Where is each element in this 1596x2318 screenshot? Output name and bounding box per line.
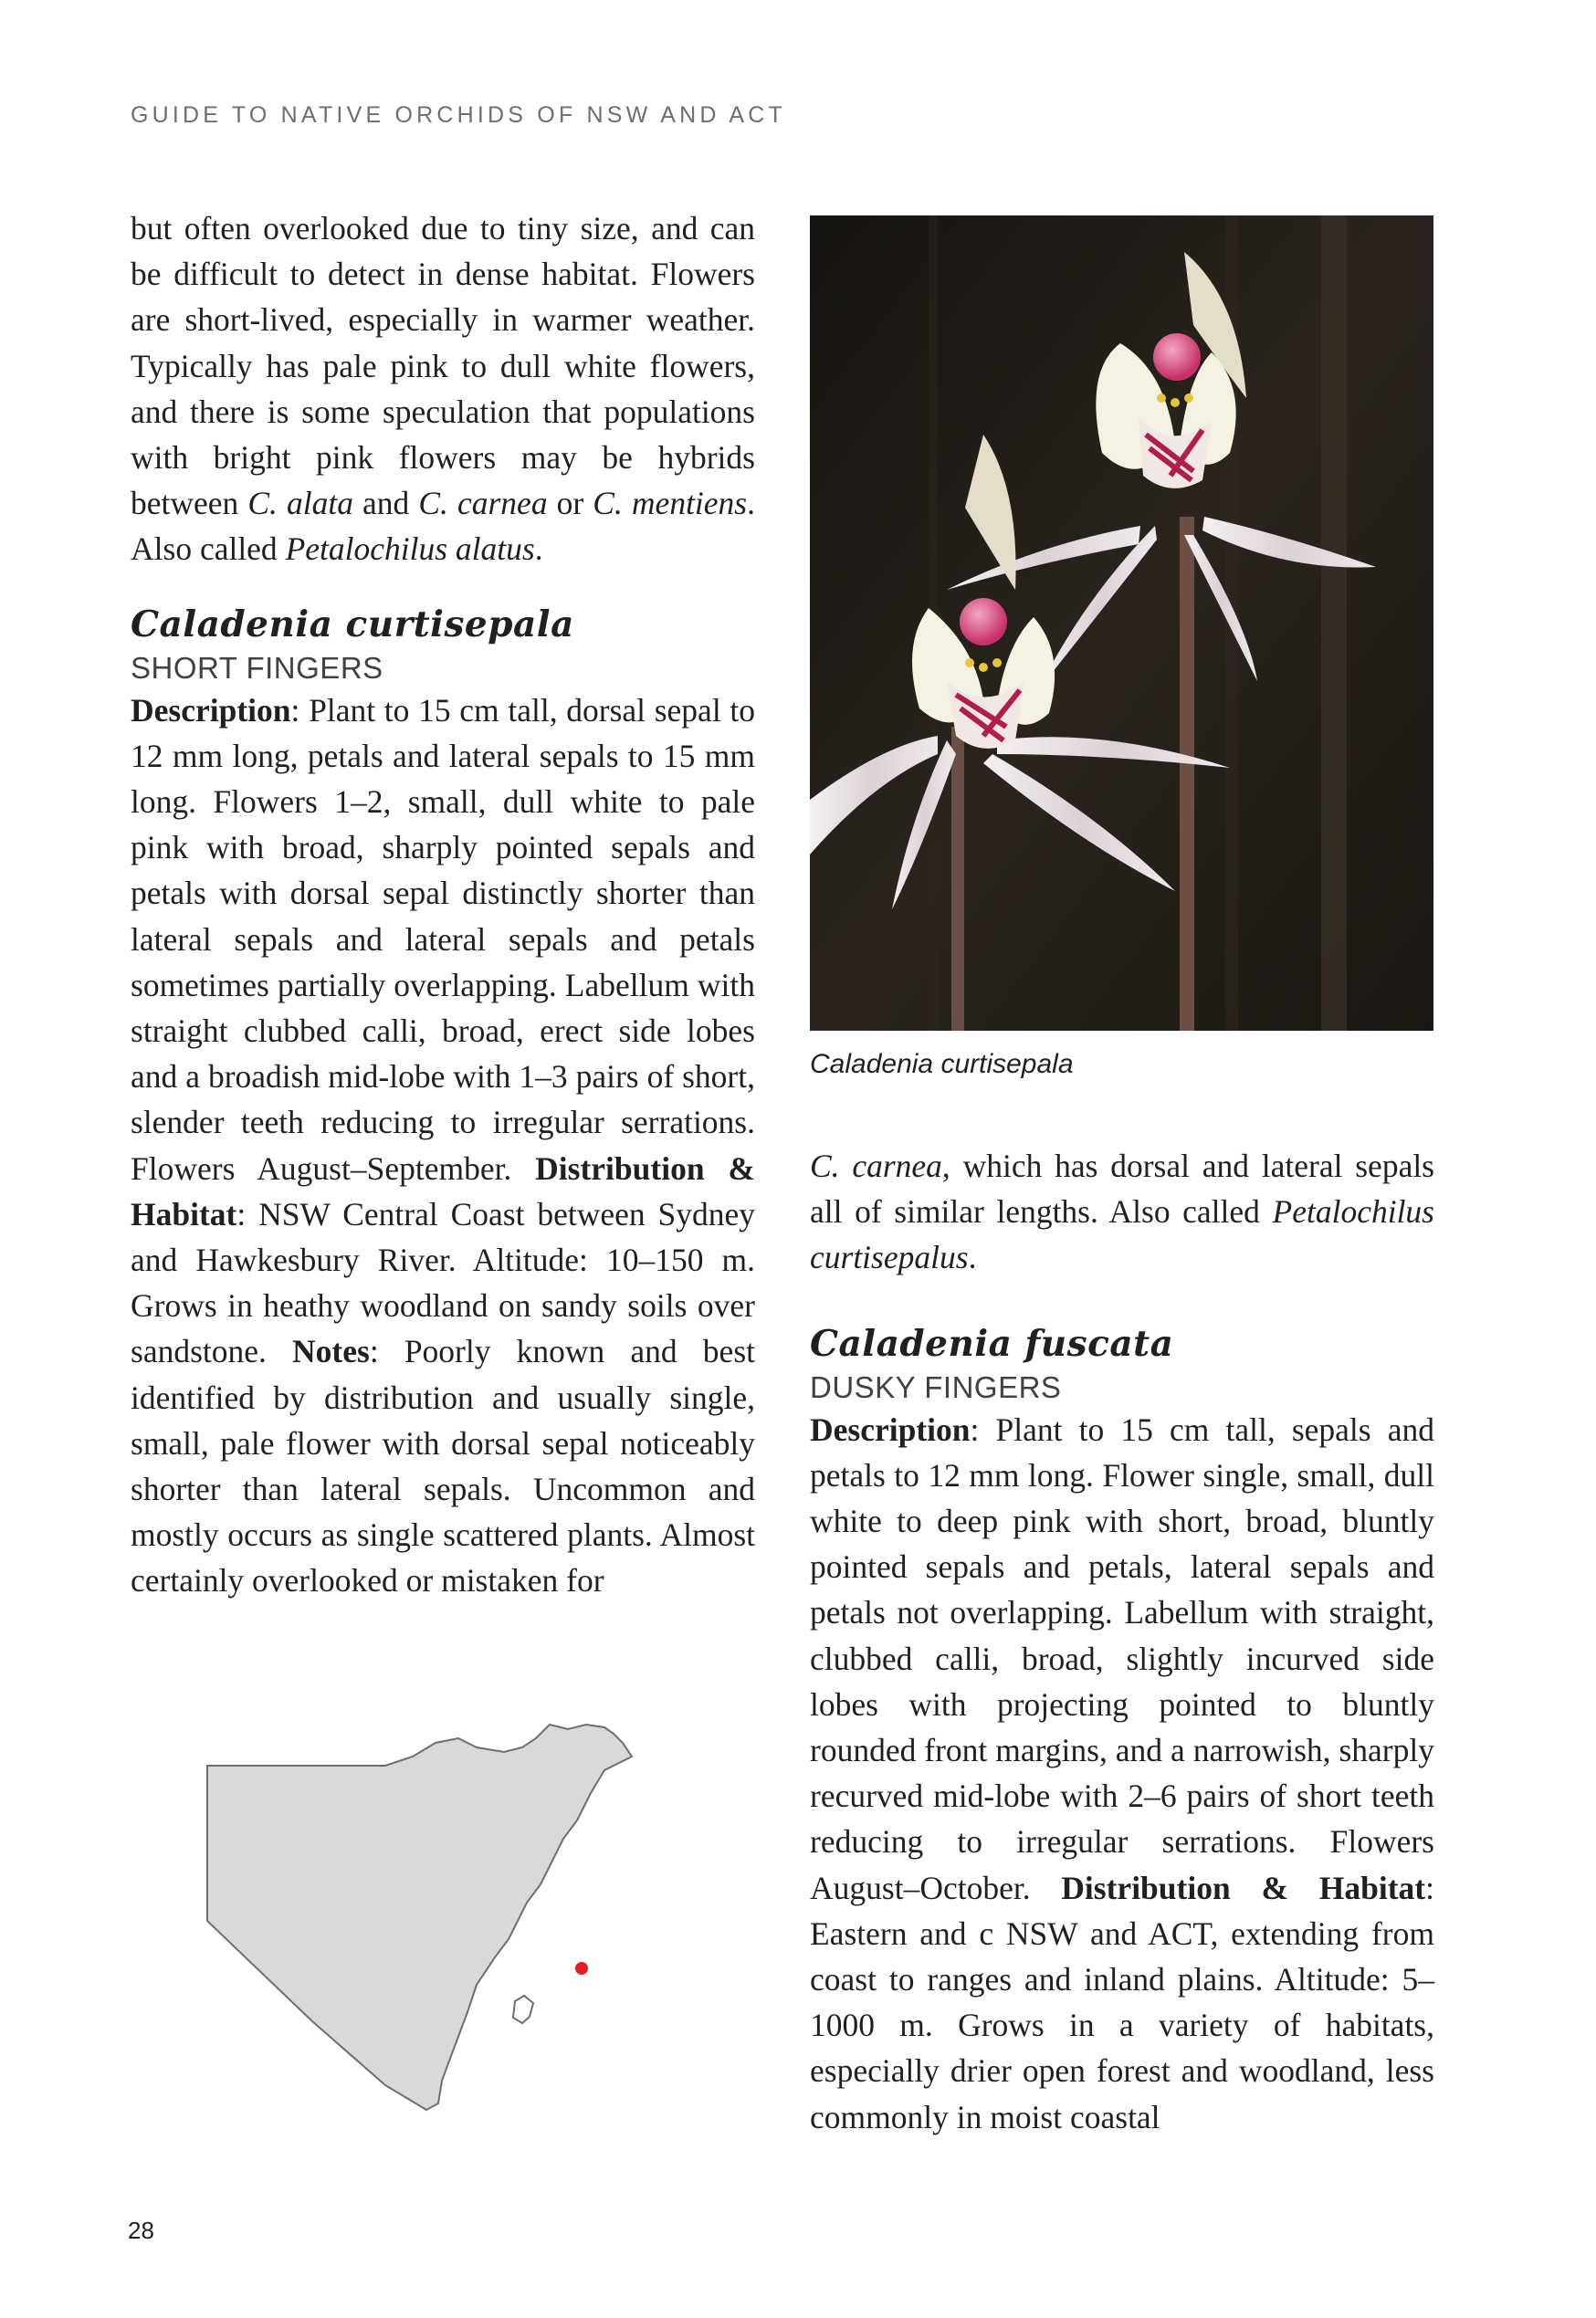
photo-caption: Caladenia curtisepala xyxy=(810,1049,1074,1079)
right-column xyxy=(810,1143,1434,2140)
nsw-outline xyxy=(207,1725,632,2110)
running-head: GUIDE TO NATIVE ORCHIDS OF NSW AND ACT xyxy=(131,102,786,128)
intro-paragraph: but often overlooked due to tiny size, and can be difficult to detect in dense habitat. Flowers are short-lived, especially in warmer weather. Typically has pale pink to dull white flowers, and there is some speculation that populations with bright pink flowers may be hybrids between C. alata and C. carnea or C. mentiens. Also called Petalochilus alatus. xyxy=(131,210,755,568)
distribution-map xyxy=(203,1720,641,2149)
species-title-curtisepala: Caladenia curtisepala xyxy=(131,603,574,645)
orchid-photo xyxy=(810,215,1433,1031)
continued-paragraph: C. carnea, which has dorsal and lateral sepals all of similar lengths. Also called Petalochilus curtisepalus. xyxy=(810,1148,1434,1276)
species-body-fuscata: Description: Plant to 15 cm tall, sepals and petals to 12 mm long. Flower single, small, dull white to deep pink with short, broad, bluntly pointed sepals and petals, lateral sepals and petals not overlapping. Labellum with straight, clubbed calli, broad, slightly incurved side lobes with projecting pointed to bluntly rounded front margins, and a narrowish, sharply recurved mid-lobe with 2–6 pairs of short teeth reducing to irregular serrations. Flowers August–October. Distribution & Habitat: Eastern and c NSW and ACT, extending from coast to ranges and inland plains. Altitude: 5–1000 m. Grows in a variety of habitats, especially drier open forest and woodland, less commonly in moist coastal xyxy=(810,1411,1434,2135)
common-name-fuscata: DUSKY FINGERS xyxy=(810,1369,1062,1404)
act-outline xyxy=(513,1996,533,2023)
page-number: 28 xyxy=(128,2217,154,2244)
common-name-curtisepala: SHORT FINGERS xyxy=(131,650,383,685)
record-dot xyxy=(575,1962,588,1975)
species-body-curtisepala: Description: Plant to 15 cm tall, dorsal sepal to 12 mm long, petals and lateral sepals to 15 mm long. Flowers 1–2, small, dull white to pale pink with broad, sharply pointed sepals and petals with dorsal sepal distinctly shorter than lateral sepals and lateral sepals and petals sometimes partially overlapping. Labellum with straight clubbed calli, broad, erect side lobes and a broadish mid-lobe with 1–3 pairs of short, slender teeth reducing to irregular serrations. Flowers August–September. Distribution & Habitat: NSW Central Coast between Sydney and Hawkesbury River. Altitude: 10–150 m. Grows in heathy woodland on sandy soils over sandstone. Notes: Poorly known and best identified by distribution and usually single, small, pale flower with dorsal sepal noticeably shorter than lateral sepals. Uncommon and mostly occurs as single scattered plants. Almost certainly overlooked or mistaken for xyxy=(131,691,755,1600)
species-title-fuscata: Caladenia fuscata xyxy=(810,1322,1174,1365)
left-column xyxy=(131,205,755,1604)
